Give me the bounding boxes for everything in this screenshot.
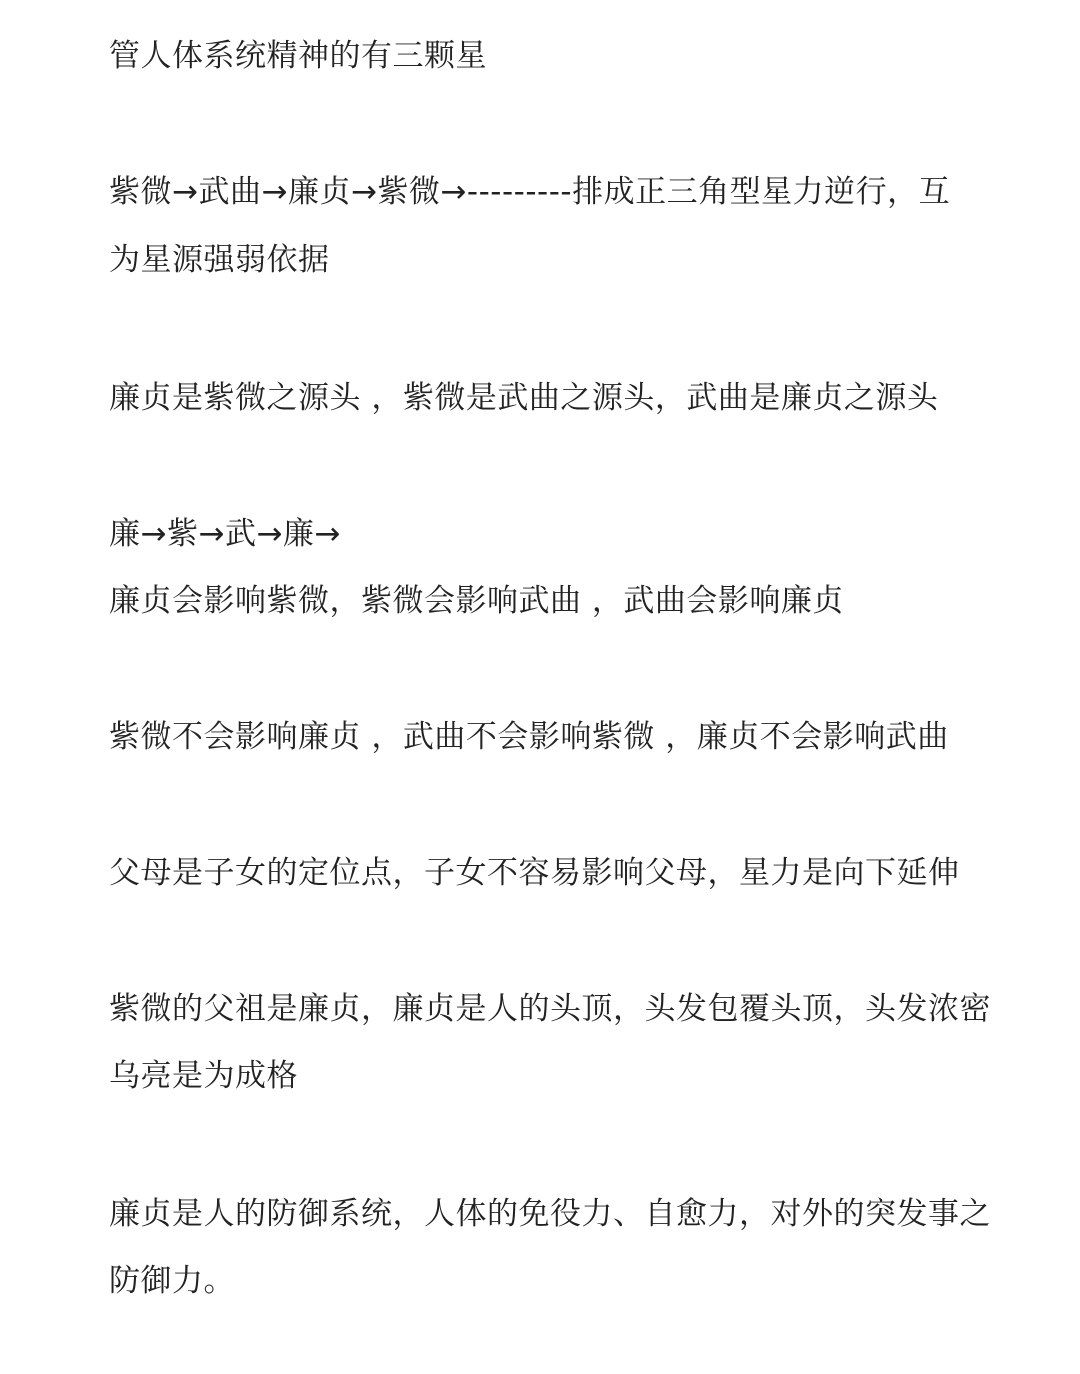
heading-line: 管人体系统精神的有三颗星 — [109, 38, 487, 74]
paragraph-line: 廉贞是人的防御系统，人体的免役力、自愈力，对外的突发事之 — [109, 1196, 991, 1232]
paragraph-line: 防御力。 — [109, 1263, 235, 1299]
paragraph-line: 父母是子女的定位点，子女不容易影响父母，星力是向下延伸 — [109, 855, 960, 891]
paragraph-line: 廉→紫→武→廉→ — [109, 516, 341, 552]
paragraph-line: 紫微→武曲→廉贞→紫微→---------排成正三角型星力逆行，互 — [109, 174, 951, 210]
paragraph-line: 廉贞是紫微之源头 ，紫微是武曲之源头，武曲是廉贞之源头 — [109, 380, 939, 416]
paragraph-line: 紫微的父祖是廉贞，廉贞是人的头顶，头发包覆头顶，头发浓密 — [109, 991, 991, 1027]
paragraph-line: 廉贞会影响紫微，紫微会影响武曲 ，武曲会影响廉贞 — [109, 583, 844, 619]
paragraph-line: 乌亮是为成格 — [109, 1058, 298, 1094]
paragraph-line: 为星源强弱依据 — [109, 242, 330, 278]
paragraph-line: 紫微不会影响廉贞 ，武曲不会影响紫微 ，廉贞不会影响武曲 — [109, 719, 949, 755]
